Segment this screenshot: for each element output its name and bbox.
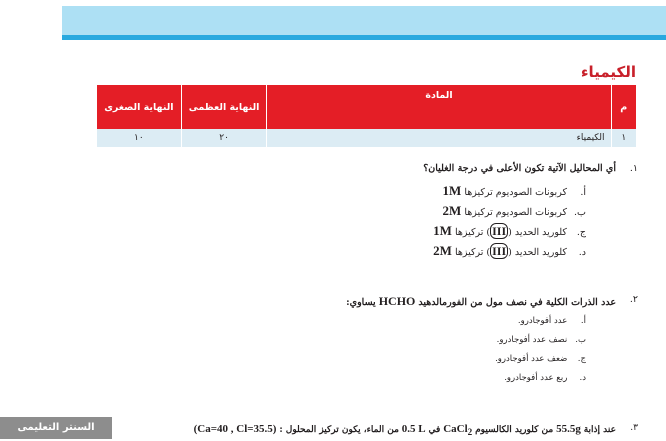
grades-table [97,85,636,147]
question-1-options [433,181,586,261]
question-3-text-4: من الماء، يكون تركيز المحلول : [279,425,399,435]
row-subject: الكيمياء [267,129,611,147]
question-3-number: ٣. [630,423,638,433]
formula-subscript: 2 [467,427,473,438]
option-letter: ج. [577,354,586,364]
question-2 [346,294,638,309]
row-max-grade: ٢٠ [181,129,267,147]
option-text-after: تركيزها [454,227,484,238]
option-letter: أ. [580,316,586,326]
question-2-number: ٢. [629,294,638,305]
question-1 [423,163,638,174]
option-letter: ب. [574,207,586,218]
option-letter: د. [579,373,586,383]
roman-numeral: III [492,244,507,258]
option-letter: ج. [576,227,586,238]
option-concentration: 2M [433,243,452,258]
formula-base: CaCl [443,423,468,435]
option-concentration: 1M [442,183,462,198]
question-3-mass: 55.5g [556,423,581,435]
option-text-after: تركيزها [454,247,484,258]
option-c[interactable] [495,350,586,369]
grades-table-header [97,85,636,129]
option-text: كلوريد الحديد [514,247,567,258]
option-text: كربونات الصوديوم تركيزها [464,207,567,218]
option-letter: د. [578,247,586,258]
row-min-grade: ١٠ [97,129,181,147]
option-d[interactable] [495,369,586,388]
page-title: الكيمياء [580,63,636,81]
option-concentration: 1M [433,223,452,238]
header-min-grade: النهاية الصغرى [97,85,181,129]
question-3-given: (Ca=40 , Cl=35.5) [193,423,277,435]
option-a[interactable] [433,181,586,201]
question-2-text-after: يساوي: [346,297,376,308]
question-2-options [495,312,586,388]
option-letter: أ. [580,187,586,198]
option-a[interactable] [495,312,586,331]
header-subject: المادة [267,85,611,129]
question-3-text-3: في [428,425,441,435]
option-text: عدد أفوجادرو. [517,316,568,326]
roman-numeral: III [492,224,507,238]
option-b[interactable] [433,201,586,221]
question-3-volume: 0.5 L [401,423,426,435]
question-1-number: ١. [629,163,638,174]
row-num: ١ [611,129,636,147]
option-text: كلوريد الحديد [514,227,567,238]
option-text: كربونات الصوديوم تركيزها [464,187,567,198]
option-concentration: 2M [442,203,462,218]
question-3-formula [443,423,473,438]
table-row [97,129,636,147]
option-c[interactable]: ج. كلوريد الحديد (III) تركيزها 1M [433,221,586,241]
option-text: نصف عدد أفوجادرو. [496,335,568,345]
header-max-grade: النهاية العظمى [181,85,267,129]
question-3-text-1: عند إذابة [583,425,616,435]
option-text: ضعف عدد أفوجادرو. [495,354,568,364]
question-2-text: عدد الذرات الكلية في نصف مول من الفورمالدهيد [418,297,616,308]
header-band [62,6,666,35]
question-2-formula: HCHO [378,294,416,308]
watermark-badge: السنتر التعليمى [0,417,112,439]
question-3 [193,423,638,438]
question-3-text-2: من كلوريد الكالسيوم [475,425,554,435]
option-text: ربع عدد أفوجادرو. [504,373,568,383]
option-d[interactable]: د. كلوريد الحديد (III) تركيزها 2M [433,241,586,261]
header-stripe [62,35,666,40]
question-1-text: أي المحاليل الآتية تكون الأعلى في درجة الغليان؟ [423,163,616,174]
option-b[interactable] [495,331,586,350]
header-num: م [611,85,636,129]
option-letter: ب. [575,335,586,345]
